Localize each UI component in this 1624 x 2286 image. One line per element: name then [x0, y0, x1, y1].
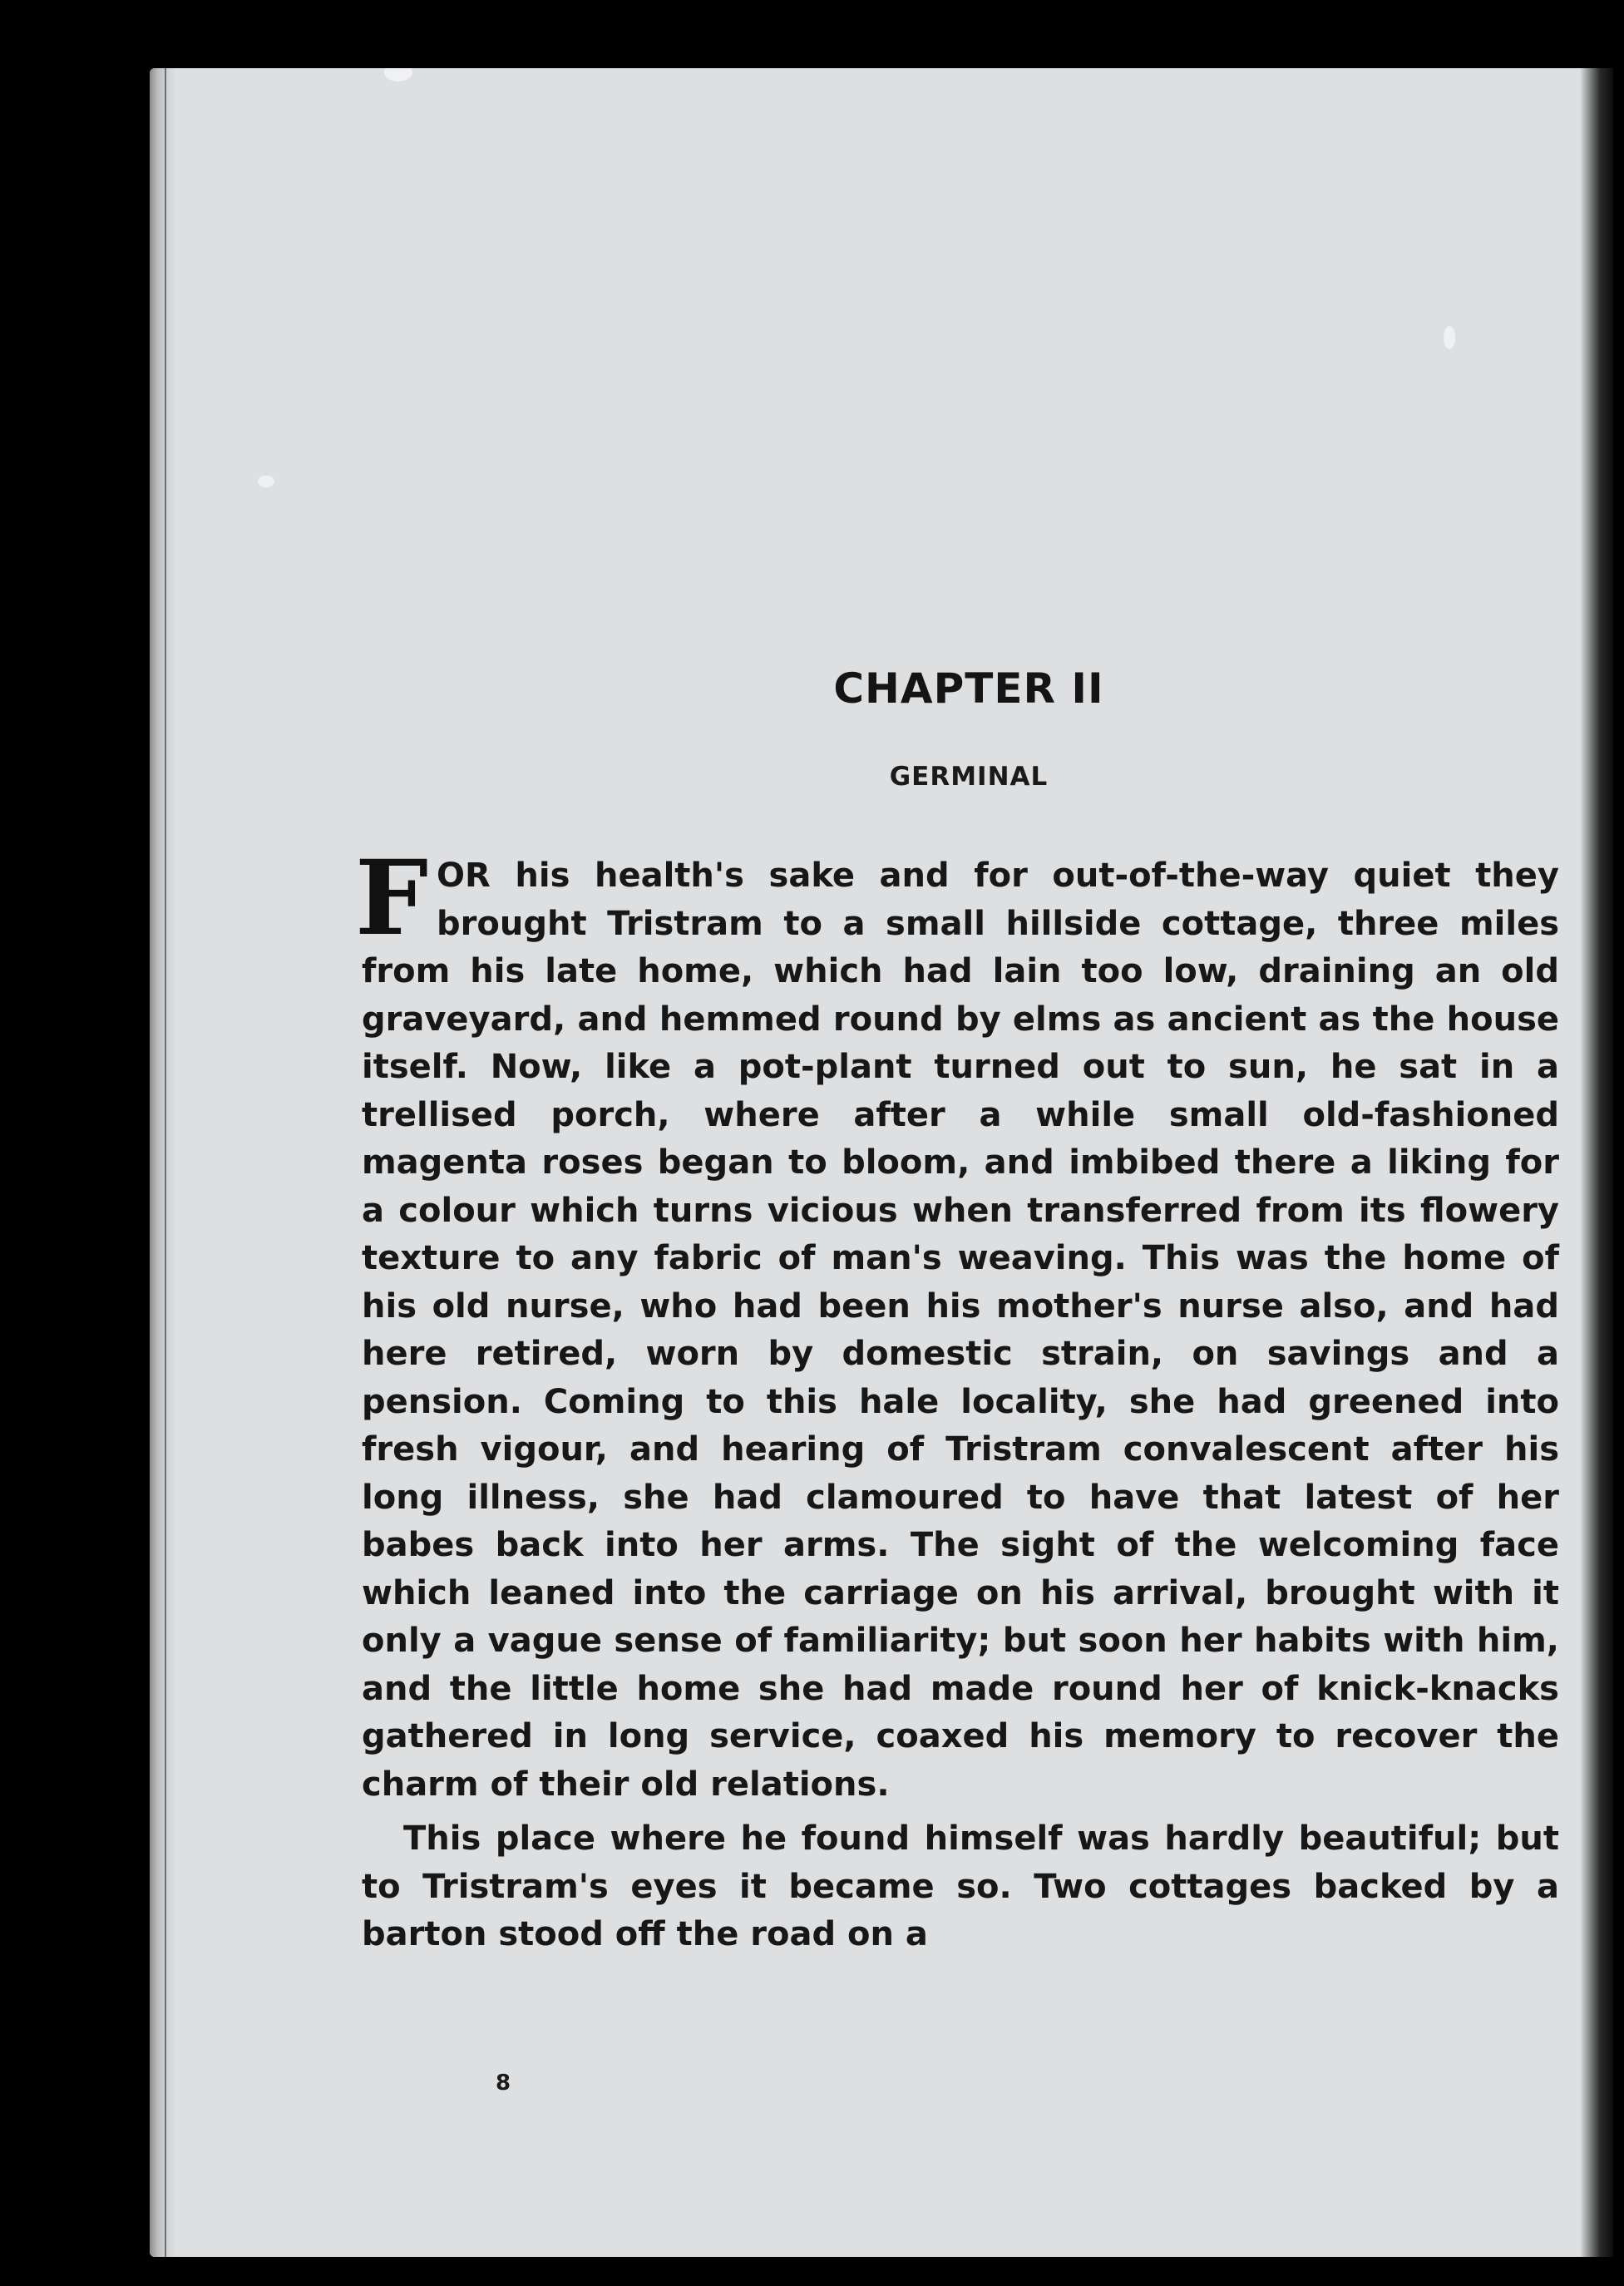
paragraph-text: OR his health's sake and for out-of-the-way quiet they brought Tristram to a small hillside cottage, three miles from his late home, which had lain too low, draining an old graveyard, and hemmed round by elms as ancient as the house itself. Now, like a pot-plant turned out to sun, he sat in a trellised porch, where after a while small old-fashioned magenta roses began to bloom, and imbibed there a liking for a colour which turns vicious when transferred from its flowery texture to any fabric of man's weaving. This was the home of his old nurse, who had been his mother's nurse also, and had here retired, worn by domestic strain, on savings and a pension. Coming to this hale locality, she had greened into fresh vigour, and hearing of Tristram convalescent after his long illness, she had clamoured to have that latest of her babes back into her arms. The sight of the welcoming face which leaned into the carriage on his arrival, brought with it only a vague sense of familiarity; but soon her habits with him, and the little home she had made round her of knick-knacks gathered in long service, coaxed his memory to recover the charm of their old relations.: [362, 857, 1559, 1804]
chapter-subtitle: GERMINAL: [889, 762, 1049, 792]
page-number: 8: [496, 2071, 511, 2096]
page-right-shadow: [1580, 68, 1613, 2257]
page-content: [355, 661, 1559, 1959]
paragraph: [362, 1815, 1559, 1959]
book-page: [150, 68, 1613, 2257]
drop-cap-initial: F: [355, 838, 429, 959]
paragraph-text: This place where he found himself was hardly beautiful; but to Tristram's eyes it became so. Two cottages backed by a barton stood off the road on a: [362, 1819, 1559, 1953]
paper-speck: [1444, 326, 1455, 349]
page-binding-edge: [150, 68, 175, 2257]
paragraph: [355, 838, 1559, 1809]
chapter-title: CHAPTER II: [833, 664, 1104, 713]
paper-speck: [384, 68, 412, 81]
paper-speck: [258, 476, 274, 487]
